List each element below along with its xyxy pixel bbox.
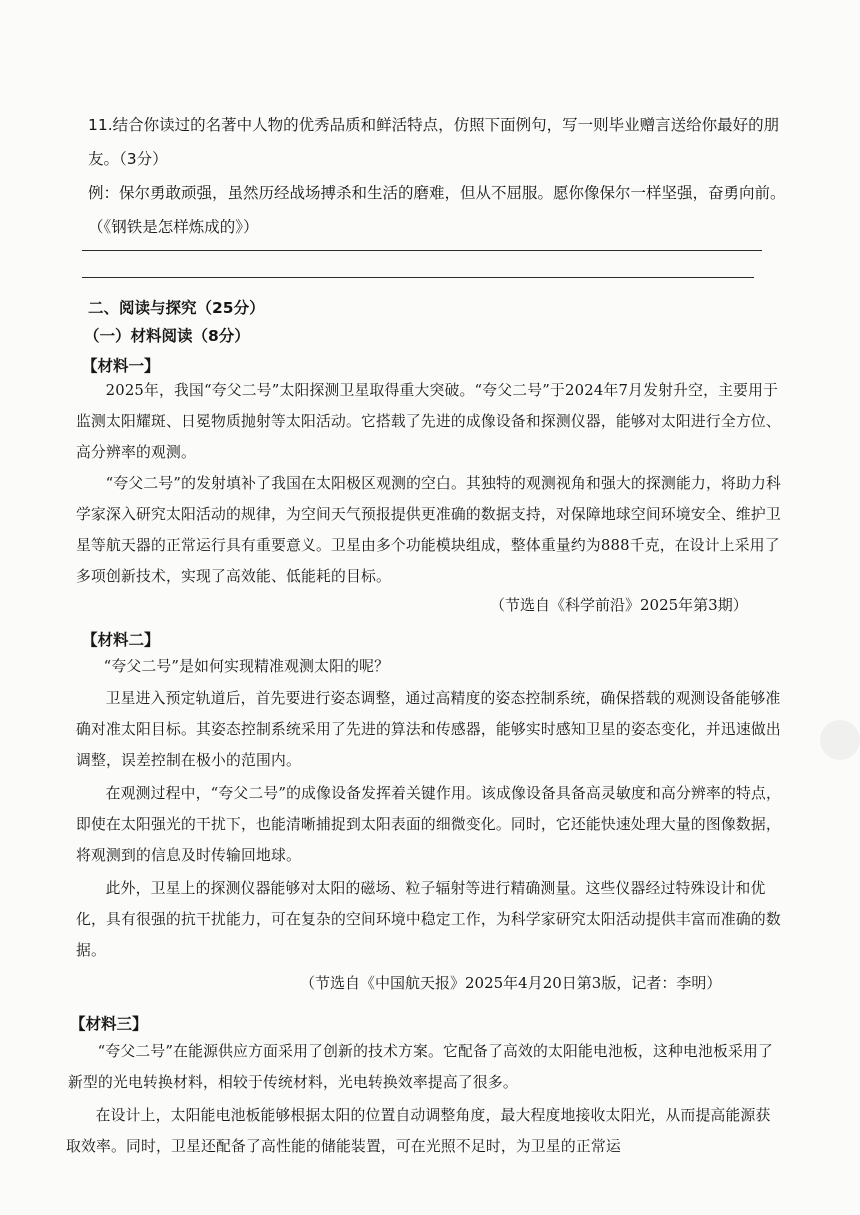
material-2-para-4: 此外，卫星上的探测仪器能够对太阳的磁场、粒子辐射等进行精确测量。这些仪器经过特殊设计和优化，具有很强的抗干扰能力，可在复杂的空间环境中稳定工作，为科学家研究太阳活动提供丰富而准确的数据。 <box>76 880 781 959</box>
material-1-title: 【材料一】 <box>82 357 160 375</box>
material-3-title: 【材料三】 <box>70 1015 148 1033</box>
material-1-source: （节选自《科学前沿》2025年第3期） <box>490 596 748 614</box>
material-1-para-1: 2025年，我国“夸父二号”太阳探测卫星取得重大突破。“夸父二号”于2024年7月发射升空，主要用于监测太阳耀斑、日冕物质抛射等太阳活动。它搭载了先进的成像设备和探测仪器，能够对太阳进行全方位、高分辨率的观测。 <box>76 382 781 461</box>
material-1-para-2: “夸父二号”的发射填补了我国在太阳极区观测的空白。其独特的观测视角和强大的探测能力，将助力科学家深入研究太阳活动的规律，为空间天气预报提供更准确的数据支持，对保障地球空间环境安全、维护卫星等航天器的正常运行具有重要意义。卫星由多个功能模块组成，整体重量约为888千克，在设计上采用了多项创新技术，实现了高效能、低能耗的目标。 <box>76 475 781 585</box>
answer-line-2[interactable] <box>82 277 754 278</box>
material-2-para-1: “夸父二号”是如何实现精准观测太阳的呢？ <box>103 658 390 675</box>
material-2-para-2: 卫星进入预定轨道后，首先要进行姿态调整，通过高精度的姿态控制系统，确保搭载的观测设备能够准确对准太阳目标。其姿态控制系统采用了先进的算法和传感器，能够实时感知卫星的姿态变化，并迅速做出调整，误差控制在极小的范围内。 <box>76 690 781 769</box>
material-2-para-3: 在观测过程中，“夸父二号”的成像设备发挥着关键作用。该成像设备具备高灵敏度和高分辨率的特点，即使在太阳强光的干扰下，也能清晰捕捉到太阳表面的细微变化。同时，它还能快速处理大量的图像数据，将观测到的信息及时传输回地球。 <box>76 785 781 864</box>
material-3-para-2: 在设计上，太阳能电池板能够根据太阳的位置自动调整角度，最大程度地接收太阳光，从而提高能源获取效率。同时，卫星还配备了高性能的储能装置，可在光照不足时，为卫星的正常运 <box>66 1107 771 1155</box>
answer-line-1[interactable] <box>82 250 762 251</box>
material-2-title: 【材料二】 <box>82 631 160 649</box>
question-11 <box>88 108 788 244</box>
material-3-para-1: “夸父二号”在能源供应方面采用了创新的技术方案。它配备了高效的太阳能电池板，这种电池板采用了新型的光电转换材料，相较于传统材料，光电转换效率提高了很多。 <box>68 1043 773 1091</box>
section-2-title: 二、阅读与探究（25分） <box>88 299 265 317</box>
material-2-source: （节选自《中国航天报》2025年4月20日第3版，记者：李明） <box>300 974 722 992</box>
scan-shadow <box>820 720 860 760</box>
question-11-prompt: 11.结合你读过的名著中人物的优秀品质和鲜活特点，仿照下面例句，写一则毕业赠言送给你最好的朋友。（3分） <box>88 116 780 168</box>
question-11-example: 例：保尔勇敢顽强，虽然历经战场搏杀和生活的磨难，但从不屈服。愿你像保尔一样坚强，奋勇向前。（《钢铁是怎样炼成的》） <box>88 184 786 236</box>
section-2-sub1: （一）材料阅读（8分） <box>84 327 250 345</box>
